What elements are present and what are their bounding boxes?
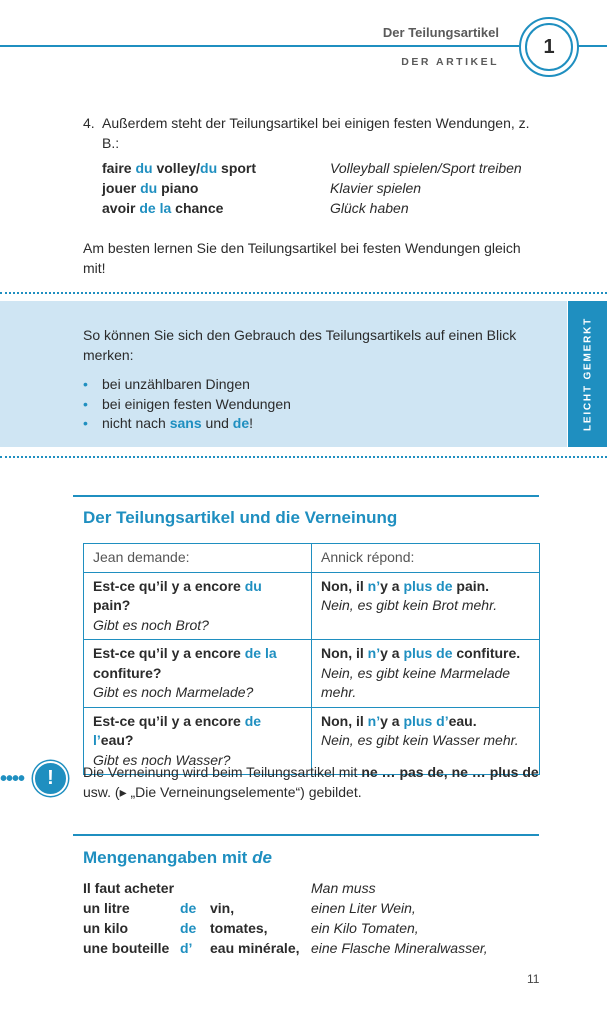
quantity-fr: un litre bbox=[83, 900, 130, 916]
example-translation: Glück haben bbox=[330, 200, 409, 216]
quantity-de: eine Flasche Mineralwasser, bbox=[311, 940, 488, 956]
dotted-divider bbox=[0, 456, 607, 458]
table-cell-answer: Non, il n’y a plus de pain. Nein, es gibt kein Brot mehr. bbox=[312, 572, 540, 640]
quantity-fr: Il faut acheter bbox=[83, 880, 175, 896]
running-head-section: DER ARTIKEL bbox=[401, 56, 499, 68]
table-row bbox=[84, 640, 540, 708]
quantity-article: de bbox=[180, 900, 197, 916]
tip-text: So können Sie sich den Gebrauch des Teilungsartikels auf einen Blick merken: bbox=[83, 327, 517, 363]
point4-text: Außerdem steht der Teilungsartikel bei einigen festen Wendungen, z. B.: bbox=[102, 115, 530, 151]
example-phrase: jouer du piano bbox=[102, 180, 199, 196]
table-row bbox=[84, 572, 540, 640]
quantity-noun: eau minérale, bbox=[210, 940, 300, 956]
advice-text: Am besten lernen Sie den Teilungsartikel bei festen Wendungen gleich mit! bbox=[83, 240, 521, 276]
example-translation: Volleyball spielen/Sport treiben bbox=[330, 160, 522, 176]
quantity-de: Man muss bbox=[311, 880, 376, 896]
table-cell-answer: Non, il n’y a plus d’eau. Nein, es gibt kein Wasser mehr. bbox=[312, 707, 540, 775]
quantity-article: de bbox=[180, 920, 197, 936]
example-translation: Klavier spielen bbox=[330, 180, 422, 196]
column-header: Jean demande: bbox=[84, 544, 312, 573]
quantity-de: einen Liter Wein, bbox=[311, 900, 416, 916]
list-number: 4. bbox=[83, 115, 95, 131]
quantity-fr: une bouteille bbox=[83, 940, 170, 956]
column-header: Annick répond: bbox=[312, 544, 540, 573]
tip-bullet-list bbox=[83, 375, 291, 434]
list-item: • nicht nach sans und de! bbox=[83, 414, 291, 434]
note-text: Die Verneinung wird beim Teilungsartikel mit ne … pas de, ne … plus de usw. (▸ „Die Verneinungselemente“) gebildet. bbox=[83, 764, 539, 800]
list-item: • bei unzählbaren Dingen bbox=[83, 375, 291, 395]
tip-side-tab bbox=[568, 301, 607, 447]
table-cell-question: Est-ce qu’il y a encore du pain? Gibt es noch Brot? bbox=[84, 572, 312, 640]
header-rule-right bbox=[578, 45, 607, 47]
exclamation-icon: ! bbox=[33, 761, 68, 796]
section-rule bbox=[73, 495, 539, 497]
negation-table bbox=[83, 543, 540, 775]
tip-tab-label: LEICHT GEMERKT bbox=[582, 316, 593, 432]
running-head-title: Der Teilungsartikel bbox=[382, 25, 499, 40]
section-rule bbox=[73, 834, 539, 836]
example-phrase: faire du volley/du sport bbox=[102, 160, 257, 176]
table-cell-question: Est-ce qu’il y a encore de la confiture? Gibt es noch Marmelade? bbox=[84, 640, 312, 708]
quantity-noun: tomates, bbox=[210, 920, 268, 936]
quantity-noun: vin, bbox=[210, 900, 235, 916]
table-header-row bbox=[84, 544, 540, 573]
quantity-de: ein Kilo Tomaten, bbox=[311, 920, 419, 936]
table-cell-answer: Non, il n’y a plus de confiture. Nein, es gibt keine Marmelade mehr. bbox=[312, 640, 540, 708]
list-item: • bei einigen festen Wendungen bbox=[83, 395, 291, 415]
table-cell-question: Est-ce qu’il y a encore de l’eau? Gibt es noch Wasser? bbox=[84, 707, 312, 775]
page-number: 11 bbox=[527, 972, 540, 986]
quantity-fr: un kilo bbox=[83, 920, 129, 936]
section-title: Mengenangaben mit de bbox=[83, 848, 272, 867]
example-phrase: avoir de la chance bbox=[102, 200, 224, 216]
header-rule bbox=[0, 45, 519, 47]
section-title: Der Teilungsartikel und die Verneinung bbox=[83, 508, 398, 527]
quantity-article: d’ bbox=[180, 940, 193, 956]
dotted-divider bbox=[0, 292, 607, 294]
chapter-number: 1 bbox=[525, 23, 573, 71]
note-dots-decoration: •••• bbox=[0, 768, 25, 790]
